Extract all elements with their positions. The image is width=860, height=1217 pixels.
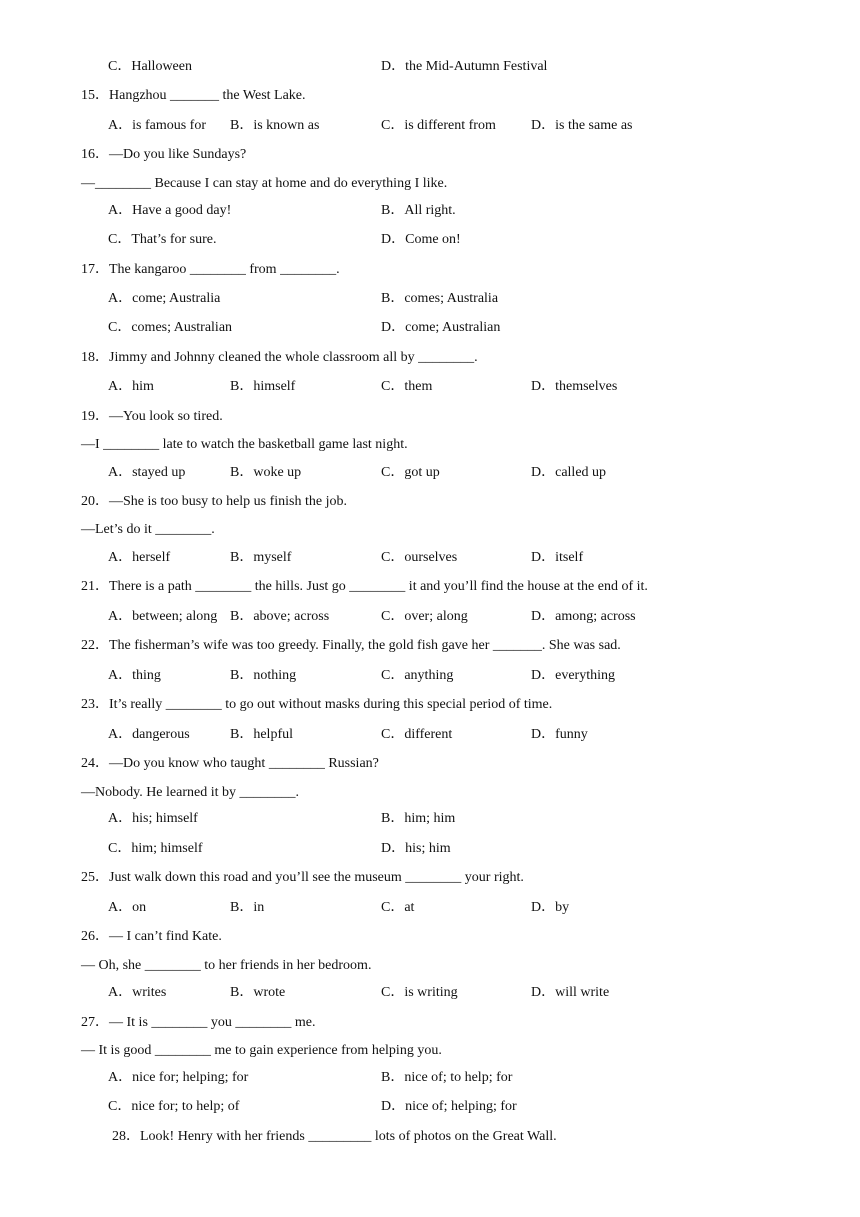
question-stem: 20．—She is too busy to help us finish the job.	[81, 494, 347, 509]
answer-option: C．over; along	[381, 609, 468, 624]
answer-option: A．him	[108, 379, 154, 394]
answer-option: C．That’s for sure.	[108, 232, 217, 247]
dialogue-line: — Oh, she ________ to her friends in her bedroom.	[81, 958, 372, 973]
answer-option: B．in	[230, 900, 265, 915]
answer-option: D．by	[531, 900, 570, 915]
answer-option: D．come; Australian	[381, 320, 501, 335]
answer-option: D．nice of; helping; for	[381, 1099, 517, 1114]
answer-option: D．called up	[531, 465, 607, 480]
answer-option: D．everything	[531, 668, 615, 683]
answer-option: B．nothing	[230, 668, 297, 683]
answer-option: C．different	[381, 727, 453, 742]
question-stem: 26．— I can’t find Kate.	[81, 929, 222, 944]
dialogue-line: —________ Because I can stay at home and do everything I like.	[81, 176, 448, 191]
question-stem: 22．The fisherman’s wife was too greedy. Finally, the gold fish gave her _______. She was sad.	[81, 638, 621, 653]
answer-option: A．dangerous	[108, 727, 190, 742]
answer-option: D．among; across	[531, 609, 636, 624]
answer-option: B．myself	[230, 550, 292, 565]
dialogue-line: —Nobody. He learned it by ________.	[81, 785, 299, 800]
question-stem: 24．—Do you know who taught ________ Russian?	[81, 756, 379, 771]
answer-option: C．ourselves	[381, 550, 458, 565]
answer-option: C．nice for; to help; of	[108, 1099, 240, 1114]
answer-option: C．at	[381, 900, 415, 915]
question-stem: 21．There is a path ________ the hills. Just go ________ it and you’ll find the house at the end of it.	[81, 579, 648, 594]
answer-option: A．between; along	[108, 609, 218, 624]
answer-option: A．Have a good day!	[108, 203, 232, 218]
answer-option: C．is writing	[381, 985, 458, 1000]
answer-option: C．them	[381, 379, 433, 394]
answer-option: A．stayed up	[108, 465, 186, 480]
answer-option: B．comes; Australia	[381, 291, 499, 306]
answer-option: C．comes; Australian	[108, 320, 233, 335]
answer-option: C．Halloween	[108, 59, 192, 74]
answer-option: C．him; himself	[108, 841, 203, 856]
answer-option: B．nice of; to help; for	[381, 1070, 513, 1085]
answer-option: B．him; him	[381, 811, 456, 826]
answer-option: D．Come on!	[381, 232, 461, 247]
answer-option: B．woke up	[230, 465, 302, 480]
question-stem: 18．Jimmy and Johnny cleaned the whole classroom all by ________.	[81, 350, 478, 365]
question-stem: 15．Hangzhou _______ the West Lake.	[81, 88, 306, 103]
answer-option: D．is the same as	[531, 118, 633, 133]
dialogue-line: — It is good ________ me to gain experience from helping you.	[81, 1043, 442, 1058]
answer-option: D．themselves	[531, 379, 618, 394]
answer-option: C．is different from	[381, 118, 496, 133]
question-stem: 23．It’s really ________ to go out without masks during this special period of time.	[81, 697, 553, 712]
answer-option: D．his; him	[381, 841, 451, 856]
answer-option: D．the Mid-Autumn Festival	[381, 59, 548, 74]
answer-option: D．will write	[531, 985, 610, 1000]
dialogue-line: —I ________ late to watch the basketball game last night.	[81, 437, 408, 452]
question-stem: 17．The kangaroo ________ from ________.	[81, 262, 340, 277]
dialogue-line: —Let’s do it ________.	[81, 522, 215, 537]
answer-option: B．All right.	[381, 203, 456, 218]
answer-option: A．on	[108, 900, 147, 915]
question-stem: 25．Just walk down this road and you’ll see the museum ________ your right.	[81, 870, 524, 885]
answer-option: B．is known as	[230, 118, 320, 133]
answer-option: A．thing	[108, 668, 161, 683]
answer-option: D．funny	[531, 727, 588, 742]
question-stem: 28．Look! Henry with her friends _________ lots of photos on the Great Wall.	[112, 1129, 557, 1144]
answer-option: A．writes	[108, 985, 167, 1000]
answer-option: A．is famous for	[108, 118, 206, 133]
question-stem: 27．— It is ________ you ________ me.	[81, 1015, 316, 1030]
answer-option: A．nice for; helping; for	[108, 1070, 249, 1085]
answer-option: C．got up	[381, 465, 440, 480]
answer-option: B．helpful	[230, 727, 293, 742]
answer-option: B．himself	[230, 379, 296, 394]
answer-option: A．herself	[108, 550, 171, 565]
answer-option: A．come; Australia	[108, 291, 221, 306]
answer-option: A．his; himself	[108, 811, 198, 826]
question-stem: 16．—Do you like Sundays?	[81, 147, 247, 162]
answer-option: C．anything	[381, 668, 454, 683]
answer-option: B．above; across	[230, 609, 330, 624]
answer-option: D．itself	[531, 550, 584, 565]
question-stem: 19．—You look so tired.	[81, 409, 223, 424]
answer-option: B．wrote	[230, 985, 286, 1000]
